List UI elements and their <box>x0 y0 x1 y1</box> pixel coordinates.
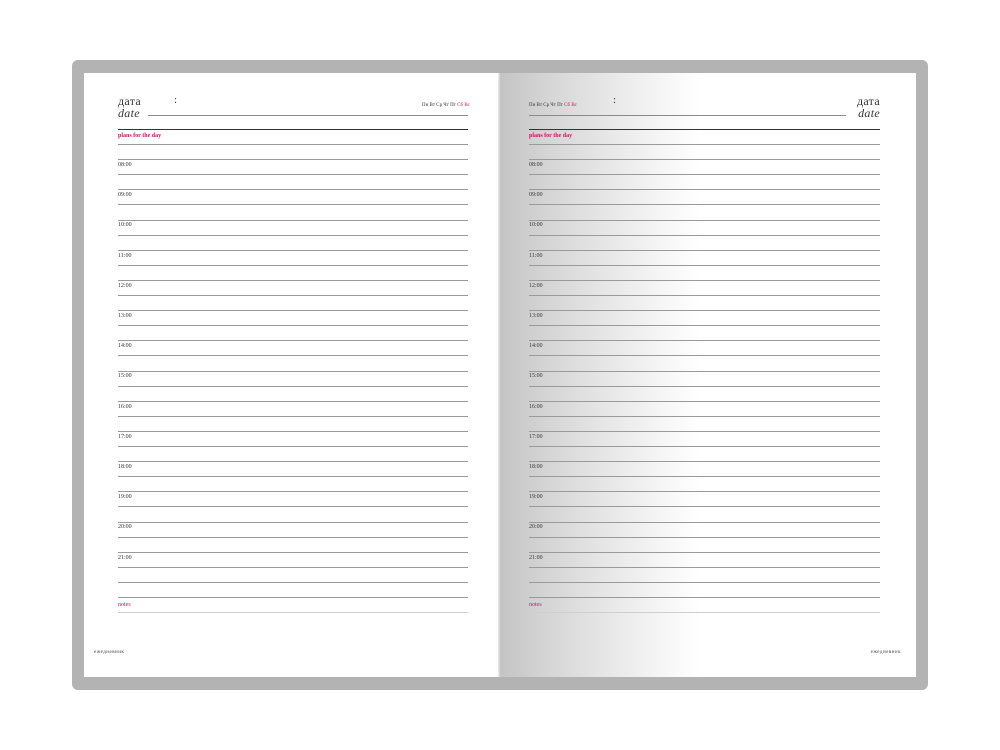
ruled-line[interactable] <box>529 567 880 568</box>
time-label: 15:00 <box>118 373 132 380</box>
ruled-line[interactable] <box>529 597 880 598</box>
ruled-line[interactable] <box>118 416 468 417</box>
ruled-line[interactable] <box>118 280 468 281</box>
ruled-line[interactable] <box>529 582 880 583</box>
time-label: 18:00 <box>529 464 543 470</box>
header-rule <box>118 129 468 130</box>
ruled-line[interactable] <box>118 159 468 160</box>
ruled-line[interactable] <box>118 340 468 341</box>
ruled-line[interactable] <box>529 612 880 613</box>
ruled-line[interactable] <box>529 461 880 462</box>
ruled-line[interactable] <box>118 220 468 221</box>
weekdays-weekend: Сб Вс <box>564 103 577 108</box>
ruled-line[interactable] <box>118 461 468 462</box>
ruled-line[interactable] <box>529 174 880 175</box>
date-label-ru: дата <box>856 94 880 108</box>
header-rule <box>529 129 880 130</box>
ruled-line[interactable] <box>529 340 880 341</box>
ruled-line[interactable] <box>118 567 468 568</box>
left-page <box>84 73 500 677</box>
ruled-line[interactable] <box>529 506 880 507</box>
weekdays-workdays: Пн Вт Ср Чт Пт <box>529 103 563 108</box>
ruled-line[interactable] <box>529 265 880 266</box>
ruled-line[interactable] <box>529 220 880 221</box>
time-label: 19:00 <box>118 494 132 501</box>
date-label-ru: дата <box>118 94 142 108</box>
weekdays-workdays: Пн Вт Ср Чт Пт <box>422 103 456 108</box>
time-label: 13:00 <box>118 313 132 319</box>
time-label: 12:00 <box>529 282 543 289</box>
time-label: 09:00 <box>118 192 132 199</box>
ruled-line[interactable] <box>529 491 880 492</box>
ruled-line[interactable] <box>529 355 880 356</box>
time-label: 16:00 <box>529 403 543 410</box>
plans-label: plans for the day <box>118 133 162 139</box>
notes-label: notes <box>529 602 542 608</box>
ruled-line[interactable] <box>529 159 880 160</box>
ruled-line[interactable] <box>529 144 880 145</box>
date-line[interactable] <box>148 115 468 116</box>
ruled-line[interactable] <box>118 582 468 583</box>
ruled-line[interactable] <box>118 310 468 311</box>
ruled-line[interactable] <box>118 174 468 175</box>
ruled-line[interactable] <box>529 446 880 447</box>
ruled-line[interactable] <box>529 401 880 402</box>
time-label: 09:00 <box>529 192 543 199</box>
ruled-line[interactable] <box>118 401 468 402</box>
ruled-line[interactable] <box>529 295 880 296</box>
time-label: 18:00 <box>118 464 132 470</box>
ruled-line[interactable] <box>529 416 880 417</box>
time-label: 16:00 <box>118 403 132 410</box>
book-spine <box>498 73 501 677</box>
ruled-line[interactable] <box>118 491 468 492</box>
ruled-line[interactable] <box>118 506 468 507</box>
ruled-line[interactable] <box>118 537 468 538</box>
ruled-line[interactable] <box>118 446 468 447</box>
weekdays-weekend: Сб Вс <box>457 103 470 108</box>
ruled-line[interactable] <box>118 189 468 190</box>
ruled-line[interactable] <box>118 295 468 296</box>
ruled-line[interactable] <box>118 386 468 387</box>
time-label: 12:00 <box>118 282 132 289</box>
time-label: 13:00 <box>529 313 543 319</box>
ruled-line[interactable] <box>529 280 880 281</box>
time-label: 11:00 <box>529 252 543 259</box>
ruled-line[interactable] <box>118 250 468 251</box>
time-label: 11:00 <box>118 252 132 259</box>
date-colon: : <box>174 94 178 106</box>
ruled-line[interactable] <box>118 612 468 613</box>
ruled-line[interactable] <box>118 355 468 356</box>
time-label: 21:00 <box>118 554 132 561</box>
date-line[interactable] <box>529 115 846 116</box>
ruled-line[interactable] <box>118 476 468 477</box>
ruled-line[interactable] <box>529 537 880 538</box>
ruled-line[interactable] <box>118 144 468 145</box>
time-label: 14:00 <box>118 343 132 350</box>
time-label: 08:00 <box>118 162 132 168</box>
ruled-line[interactable] <box>118 371 468 372</box>
ruled-line[interactable] <box>529 235 880 236</box>
time-label: 17:00 <box>118 433 132 440</box>
time-label: 08:00 <box>529 162 543 168</box>
brand-label: ежедневник <box>94 650 125 655</box>
time-label: 10:00 <box>529 222 543 229</box>
ruled-line[interactable] <box>118 265 468 266</box>
ruled-line[interactable] <box>529 250 880 251</box>
time-label: 14:00 <box>529 343 543 350</box>
ruled-line[interactable] <box>529 476 880 477</box>
notes-label: notes <box>118 602 131 608</box>
date-label-en: date <box>858 106 880 120</box>
ruled-line[interactable] <box>529 325 880 326</box>
date-label-en: date <box>118 106 140 120</box>
ruled-line[interactable] <box>529 310 880 311</box>
date-colon: : <box>613 94 617 106</box>
ruled-line[interactable] <box>529 204 880 205</box>
ruled-line[interactable] <box>118 235 468 236</box>
ruled-line[interactable] <box>529 386 880 387</box>
ruled-line[interactable] <box>118 325 468 326</box>
time-label: 15:00 <box>529 373 543 380</box>
weekday-row <box>529 103 577 108</box>
time-label: 20:00 <box>529 524 543 531</box>
ruled-line[interactable] <box>118 552 468 553</box>
ruled-line[interactable] <box>118 522 468 523</box>
ruled-line[interactable] <box>118 597 468 598</box>
time-label: 20:00 <box>118 524 132 531</box>
ruled-line[interactable] <box>529 552 880 553</box>
time-label: 17:00 <box>529 433 543 440</box>
time-label: 21:00 <box>529 554 543 561</box>
ruled-line[interactable] <box>529 371 880 372</box>
ruled-line[interactable] <box>529 189 880 190</box>
ruled-line[interactable] <box>529 431 880 432</box>
right-page <box>500 73 916 677</box>
ruled-line[interactable] <box>118 204 468 205</box>
time-label: 19:00 <box>529 494 543 501</box>
plans-label: plans for the day <box>529 133 573 139</box>
ruled-line[interactable] <box>529 522 880 523</box>
time-label: 10:00 <box>118 222 132 229</box>
ruled-line[interactable] <box>118 431 468 432</box>
weekday-row <box>422 103 470 108</box>
brand-label: ежедневник <box>870 650 901 655</box>
